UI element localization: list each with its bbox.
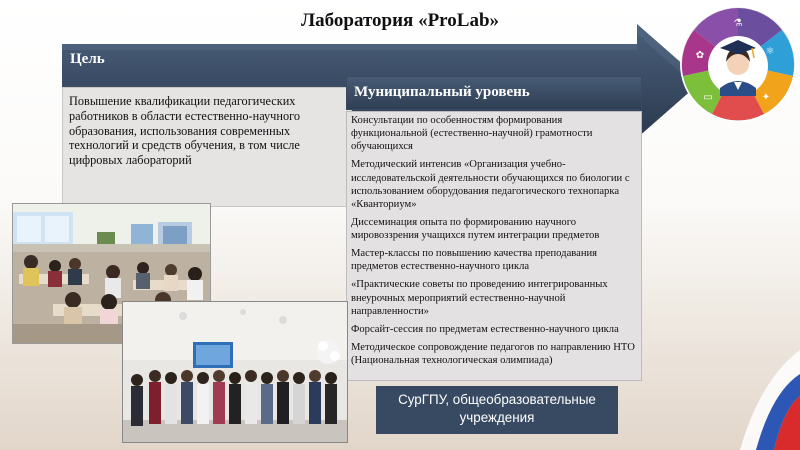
svg-text:✦: ✦	[761, 92, 771, 103]
slide-title: Лаборатория «ProLab»	[300, 10, 500, 31]
education-emblem-icon	[678, 4, 798, 124]
municipal-header: Муниципальный уровень	[346, 76, 642, 110]
svg-text:▭: ▭	[703, 92, 713, 103]
municipal-item: Методическое сопровождение педагогов по направлению НТО (Национальная технологическая олимпиада)	[351, 341, 635, 366]
group-photo	[122, 301, 348, 443]
municipal-item: Методический интенсив «Организация учебно-исследовательской деятельности обучающихся по биологии с использованием оборудования педагогического технопарка «Кванториум»	[351, 159, 630, 210]
municipal-item: Форсайт-сессия по предметам естественно-научного цикла	[351, 323, 619, 335]
svg-text:⚗: ⚗	[733, 18, 743, 29]
svg-text:✿: ✿	[695, 50, 705, 61]
municipal-item: «Практические советы по проведению интегрированных внеурочных мероприятий естественно-научной направленности»	[351, 279, 608, 317]
goal-text: Повышение квалификации педагогических работников в области естественно-научного образования, использования современных технологий и средств обучения, в том числе цифровых лабораторий	[69, 94, 300, 167]
organizations-box: СурГПУ, общеобразовательные учреждения	[376, 386, 618, 434]
municipal-item: Диссеминация опыта по формированию научного мировоззрения учащихся путем интеграции предметов	[351, 216, 600, 241]
municipal-item: Мастер-классы по повышению качества преподавания предметов естественно-научного цикла	[351, 248, 598, 273]
municipal-item: Консультации по особенностям формирования функциональной (естественно-научной) грамотности обучающихся	[351, 115, 593, 153]
goal-box	[62, 87, 352, 207]
goal-header: Цель	[70, 51, 105, 67]
svg-text:⚛: ⚛	[765, 46, 775, 57]
municipal-list	[346, 111, 642, 381]
russian-flag-decoration	[700, 330, 800, 450]
